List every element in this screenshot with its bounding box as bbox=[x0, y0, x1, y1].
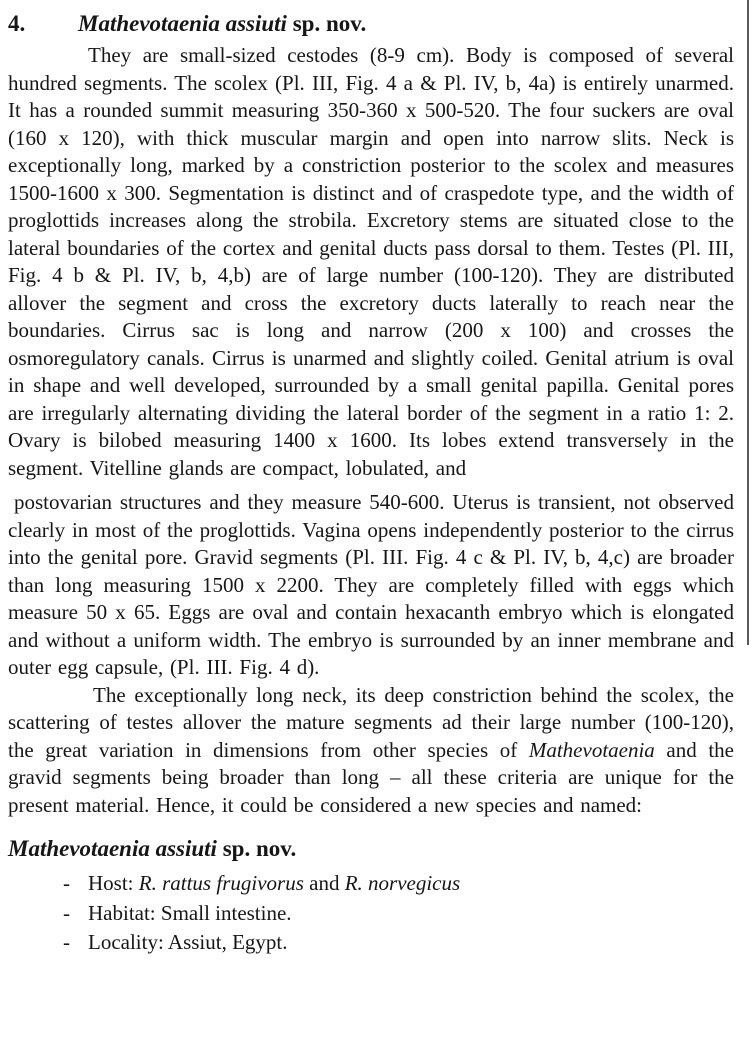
habitat-text: Habitat: Small intestine. bbox=[88, 900, 292, 925]
list-item-locality bbox=[8, 928, 734, 958]
description-paragraph-1: They are small-sized cestodes (8-9 cm). Body is composed of several hundred segments. The scolex (Pl. III, Fig. 4 a & Pl. IV, b, 4a) is entirely unarmed. It has a rounded summit measuring 350-360 x 500-520. The four suckers are oval (160 x 120), with thick muscular margin and open into narrow slits. Neck is exceptionally long, marked by a constriction posterior to the scolex and measures 1500-1600 x 300. Segmentation is distinct and of craspedote type, and the width of proglottids increases along the strobila. Excretory stems are situated close to the lateral boundaries of the cortex and genital ducts pass dorsal to them. Testes (Pl. III, Fig. 4 b & Pl. IV, b, 4,b) are of large number (100-120). They are distributed allover the segment and cross the excretory ducts laterally to reach near the boundaries. Cirrus sac is long and narrow (200 x 100) and crosses the osmoregulatory canals. Cirrus is unarmed and slightly coiled. Genital atrium is oval in shape and well developed, surrounded by a small genital papilla. Genital pores are irregularly alternating dividing the lateral border of the segment in a ratio 1: 2. Ovary is bilobed measuring 1400 x 1600. Its lobes extend transversely in the segment. Vitelline glands are compact, lobulated, and bbox=[8, 43, 734, 480]
section-heading bbox=[8, 9, 734, 39]
hyphen-bullet: - bbox=[63, 930, 70, 954]
new-species-name: Mathevotaenia assiuti bbox=[8, 836, 217, 861]
host-species-2: R. norvegicus bbox=[344, 871, 461, 895]
locality-text: Locality: Assiut, Egypt. bbox=[88, 930, 288, 954]
new-species-rank: sp. nov. bbox=[216, 836, 297, 861]
description-paragraph-2: postovarian structures and they measure 540-600. Uterus is transient, not observed clearly in most of the proglottids. Vagina opens independently posterior to the cirrus into the genital pore. Gravid segments (Pl. III. Fig. 4 c & Pl. IV, b, 4,c) are broader than long measuring 1500 x 2200. They are completely filled with eggs which measure 50 x 65. Eggs are oval and contain hexacanth embryo which is elongated and without a uniform width. The embryo is surrounded by an inner membrane and outer egg capsule, (Pl. III. Fig. 4 d). bbox=[8, 490, 734, 679]
host-species-1: R. rattus frugivorus bbox=[138, 871, 304, 895]
new-species-heading bbox=[8, 834, 734, 864]
host-label: Host: bbox=[88, 871, 139, 895]
scan-edge-artifact bbox=[747, 0, 749, 645]
genus-name-italic: Mathevotaenia bbox=[528, 737, 655, 762]
hyphen-bullet: - bbox=[63, 871, 70, 895]
host-conjunction: and bbox=[303, 871, 345, 895]
list-item-host bbox=[8, 869, 734, 899]
species-details-list bbox=[8, 869, 734, 958]
discussion-paragraph bbox=[8, 682, 734, 820]
species-rank-suffix: sp. nov. bbox=[286, 11, 367, 36]
list-item-habitat bbox=[8, 899, 734, 929]
discussion-text-after: and the gravid segments being broader than long – all these criteria are unique for the present material. Hence, it could be considered a new species and named: bbox=[8, 737, 735, 817]
section-number: 4. bbox=[8, 11, 26, 36]
hyphen-bullet: - bbox=[63, 900, 70, 925]
species-name-heading: Mathevotaenia assiuti bbox=[78, 11, 287, 36]
discussion-text-before: The exceptionally long neck, its deep constriction behind the scolex, the scattering of testes allover the mature segments ad their large number (100-120), the great variation in dimensions from other species of bbox=[8, 682, 734, 762]
